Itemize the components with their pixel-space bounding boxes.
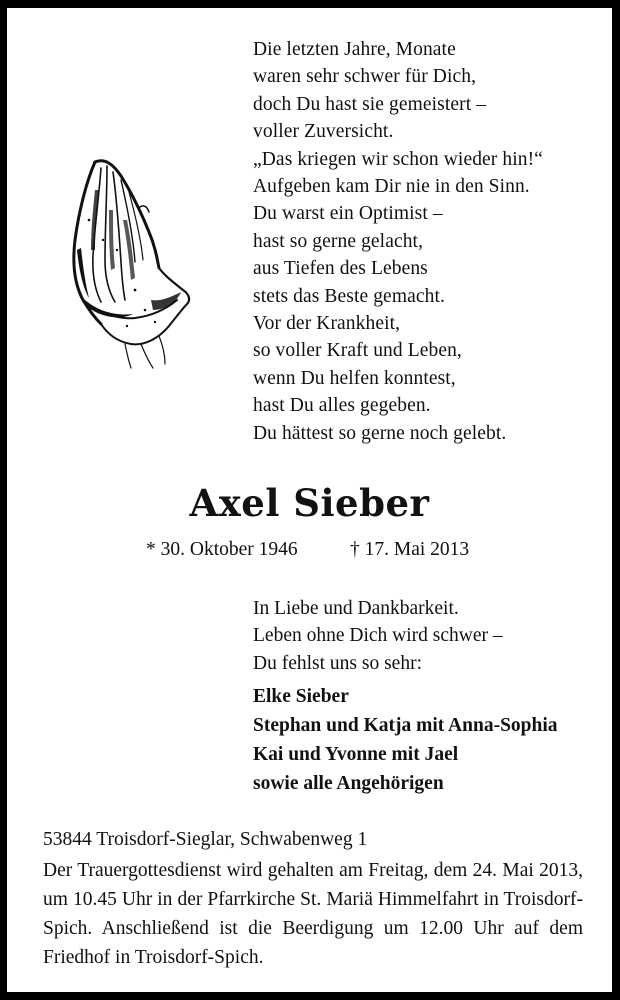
poem-line: Aufgeben kam Dir nie in den Sinn. xyxy=(253,176,530,198)
poem-line: so voller Kraft und Leben, xyxy=(253,340,462,362)
poem-line: hast so gerne gelacht, xyxy=(253,230,424,252)
poem-line: doch Du hast sie gemeistert – xyxy=(253,93,487,115)
poem-line: Vor der Krankheit, xyxy=(253,313,401,335)
life-dates xyxy=(7,536,612,564)
poem xyxy=(253,36,593,447)
poem-line: hast Du alles gegeben. xyxy=(253,395,431,417)
poem-line: „Das kriegen wir schon wieder hin!“ xyxy=(253,148,543,170)
family-line: Elke Sieber xyxy=(253,686,349,707)
poem-line: voller Zuversicht. xyxy=(253,121,394,143)
family-signatures xyxy=(253,682,558,798)
thanks-line: Leben ohne Dich wird schwer – xyxy=(253,625,503,647)
birth-date: * 30. Oktober 1946 xyxy=(146,539,298,560)
poem-line: Du hättest so gerne noch gelebt. xyxy=(253,422,507,444)
poem-line: waren sehr schwer für Dich, xyxy=(253,66,477,88)
family-line: Stephan und Katja mit Anna-Sophia xyxy=(253,715,558,736)
poem-line: aus Tiefen des Lebens xyxy=(253,258,428,280)
obituary-notice xyxy=(7,8,612,992)
address: 53844 Troisdorf-Sieglar, Schwabenweg 1 xyxy=(43,829,368,850)
poem-line: wenn Du helfen konntest, xyxy=(253,367,456,389)
family-line: sowie alle Angehörigen xyxy=(253,773,444,794)
thanks-line: Du fehlst uns so sehr: xyxy=(253,652,422,674)
poem-line: Die letzten Jahre, Monate xyxy=(253,39,456,60)
thanks-line: In Liebe und Dankbarkeit. xyxy=(253,598,459,619)
deceased-name: Axel Sieber xyxy=(189,481,430,525)
service-details: Der Trauergottesdienst wird gehalten am Freitag, dem 24. Mai 2013, um 10.45 Uhr in der Pfarrkirche St. Mariä Himmelfahrt in Troisdorf-Spich. Anschließend ist die Beerdigung um 12.00 Uhr auf dem Friedhof in Troisdorf-Spich. xyxy=(43,860,583,968)
thanks-message xyxy=(253,595,503,677)
death-date: † 17. Mai 2013 xyxy=(350,539,470,560)
praying-hands-icon xyxy=(65,150,195,370)
poem-line: stets das Beste gemacht. xyxy=(253,285,445,307)
family-line: Kai und Yvonne mit Jael xyxy=(253,744,459,765)
poem-line: Du warst ein Optimist – xyxy=(253,203,443,225)
